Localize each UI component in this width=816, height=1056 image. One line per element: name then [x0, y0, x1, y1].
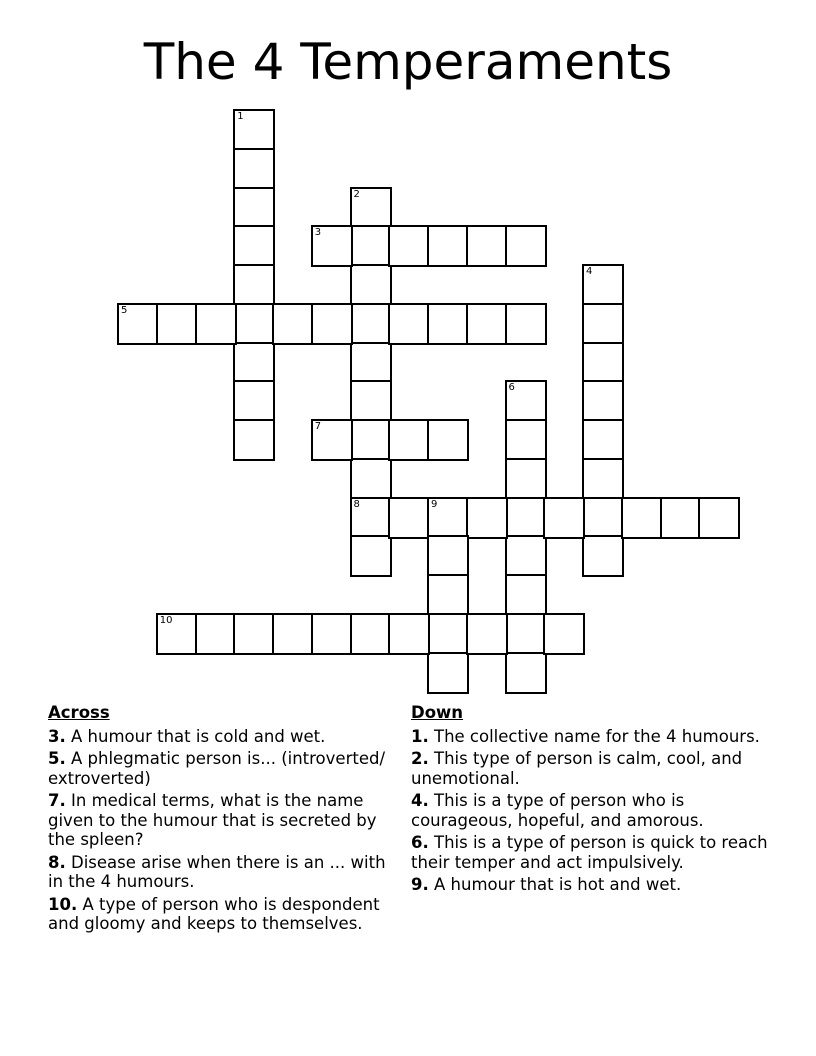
clue-text: Disease arise when there is an ... with in the 4 humours. — [48, 852, 386, 891]
grid-cell[interactable] — [505, 458, 547, 500]
page-title: The 4 Temperaments — [143, 33, 673, 91]
grid-cell[interactable] — [311, 225, 353, 267]
grid-cell[interactable] — [117, 303, 159, 345]
clue-across-5 — [48, 749, 393, 788]
clue-across-8 — [48, 853, 393, 892]
clue-number-label: 5 — [121, 304, 128, 316]
grid-cell[interactable] — [233, 419, 275, 461]
grid-cell[interactable] — [582, 458, 624, 500]
clue-across-10 — [48, 895, 393, 934]
grid-cell[interactable] — [233, 303, 275, 345]
grid-cell[interactable] — [350, 187, 392, 229]
clue-text: A humour that is hot and wet. — [434, 875, 682, 894]
clue-number: 9. — [411, 875, 429, 894]
clue-text: This is a type of person is quick to reach their temper and act impulsively. — [411, 833, 768, 872]
grid-cell[interactable] — [388, 225, 430, 267]
grid-cell[interactable] — [427, 574, 469, 616]
clue-text: A phlegmatic person is... (introverted/ extroverted) — [48, 749, 386, 788]
grid-cell[interactable] — [350, 497, 392, 539]
clue-number: 3. — [48, 726, 66, 746]
grid-cell[interactable] — [233, 109, 275, 151]
grid-cell[interactable] — [505, 497, 547, 539]
clue-number: 7. — [48, 791, 66, 810]
clue-across-3 — [48, 727, 393, 747]
clue-down-2 — [411, 749, 776, 788]
grid-cell[interactable] — [505, 380, 547, 422]
clue-number-label: 6 — [508, 382, 515, 394]
grid-cell[interactable] — [582, 419, 624, 461]
across-clues — [48, 703, 393, 937]
down-clues — [411, 703, 776, 898]
grid-cell[interactable] — [195, 303, 237, 345]
clue-number: 1. — [411, 726, 429, 746]
grid-cell[interactable] — [388, 613, 430, 655]
grid-cell[interactable] — [195, 613, 237, 655]
grid-cell[interactable] — [311, 419, 353, 461]
grid-cell[interactable] — [350, 380, 392, 422]
clue-number-label: 4 — [586, 266, 593, 277]
clue-text: A humour that is cold and wet. — [71, 726, 326, 746]
grid-cell[interactable] — [233, 148, 275, 190]
grid-cell[interactable] — [427, 303, 469, 345]
grid-cell[interactable] — [582, 342, 624, 384]
grid-cell[interactable] — [505, 613, 547, 655]
grid-cell[interactable] — [350, 264, 392, 306]
grid-cell[interactable] — [582, 303, 624, 345]
grid-cell[interactable] — [427, 613, 469, 655]
grid-cell[interactable] — [466, 225, 508, 267]
clue-number-label: 8 — [353, 498, 360, 510]
grid-cell[interactable] — [621, 497, 663, 539]
clue-text: This is a type of person who is courageous, hopeful, and amorous. — [411, 791, 704, 830]
grid-cell[interactable] — [350, 303, 392, 345]
clue-text: The collective name for the 4 humours. — [434, 726, 760, 746]
grid-cell[interactable] — [311, 303, 353, 345]
grid-cell[interactable] — [233, 225, 275, 267]
grid-cell[interactable] — [311, 613, 353, 655]
grid-cell[interactable] — [698, 497, 740, 539]
grid-cell[interactable] — [388, 497, 430, 539]
clue-down-4 — [411, 791, 776, 830]
down-heading: Down — [411, 703, 464, 722]
grid-cell[interactable] — [350, 419, 392, 461]
grid-cell[interactable] — [427, 497, 469, 539]
grid-cell[interactable] — [350, 458, 392, 500]
grid-cell[interactable] — [427, 652, 469, 694]
clue-number: 8. — [48, 852, 66, 872]
grid-cell[interactable] — [233, 380, 275, 422]
grid-cell[interactable] — [582, 535, 624, 577]
grid-cell[interactable] — [388, 303, 430, 345]
grid-cell[interactable] — [466, 303, 508, 345]
clue-down-9 — [411, 875, 776, 895]
grid-cell[interactable] — [582, 264, 624, 306]
grid-cell[interactable] — [543, 613, 585, 655]
clue-down-6 — [411, 833, 776, 872]
grid-cell[interactable] — [233, 613, 275, 655]
clue-number-label: 2 — [353, 188, 360, 200]
grid-cell[interactable] — [543, 497, 585, 539]
clue-number-label: 7 — [314, 421, 322, 432]
grid-cell[interactable] — [350, 535, 392, 577]
clue-number: 2. — [411, 749, 429, 768]
clue-number: 5. — [48, 749, 66, 768]
clue-across-7 — [48, 791, 393, 850]
grid-cell[interactable] — [350, 342, 392, 384]
grid-cell[interactable] — [505, 652, 547, 694]
grid-cell[interactable] — [582, 497, 624, 539]
grid-cell[interactable] — [582, 380, 624, 422]
grid-cell[interactable] — [505, 535, 547, 577]
clue-number-label: 3 — [314, 227, 322, 239]
clue-text: A type of person who is despondent and gloomy and keeps to themselves. — [48, 894, 380, 933]
clue-number-label: 10 — [159, 614, 173, 626]
grid-cell[interactable] — [272, 613, 314, 655]
grid-cell[interactable] — [505, 419, 547, 461]
clue-number-label: 9 — [431, 498, 438, 510]
grid-cell[interactable] — [350, 613, 392, 655]
clue-down-1 — [411, 727, 776, 747]
grid-cell[interactable] — [427, 225, 469, 267]
clue-number: 6. — [411, 833, 429, 852]
grid-cell[interactable] — [505, 574, 547, 616]
grid-cell[interactable] — [350, 225, 392, 267]
grid-cell[interactable] — [660, 497, 702, 539]
grid-cell[interactable] — [233, 187, 275, 229]
clue-number: 4. — [411, 791, 429, 810]
grid-cell[interactable] — [156, 613, 198, 655]
clue-text: In medical terms, what is the name given to the humour that is secreted by the spleen? — [48, 791, 377, 849]
grid-cell[interactable] — [233, 342, 275, 384]
clue-number: 10. — [48, 894, 78, 914]
grid-cell[interactable] — [156, 303, 198, 345]
grid-cell[interactable] — [466, 613, 508, 655]
grid-cell[interactable] — [272, 303, 314, 345]
grid-cell[interactable] — [466, 497, 508, 539]
grid-cell[interactable] — [505, 225, 547, 267]
across-heading: Across — [48, 703, 110, 722]
clue-text: This type of person is calm, cool, and unemotional. — [411, 749, 743, 788]
grid-cell[interactable] — [427, 535, 469, 577]
grid-cell[interactable] — [505, 303, 547, 345]
grid-cell[interactable] — [388, 419, 430, 461]
clue-number-label: 1 — [237, 111, 244, 122]
grid-cell[interactable] — [233, 264, 275, 306]
grid-cell[interactable] — [427, 419, 469, 461]
